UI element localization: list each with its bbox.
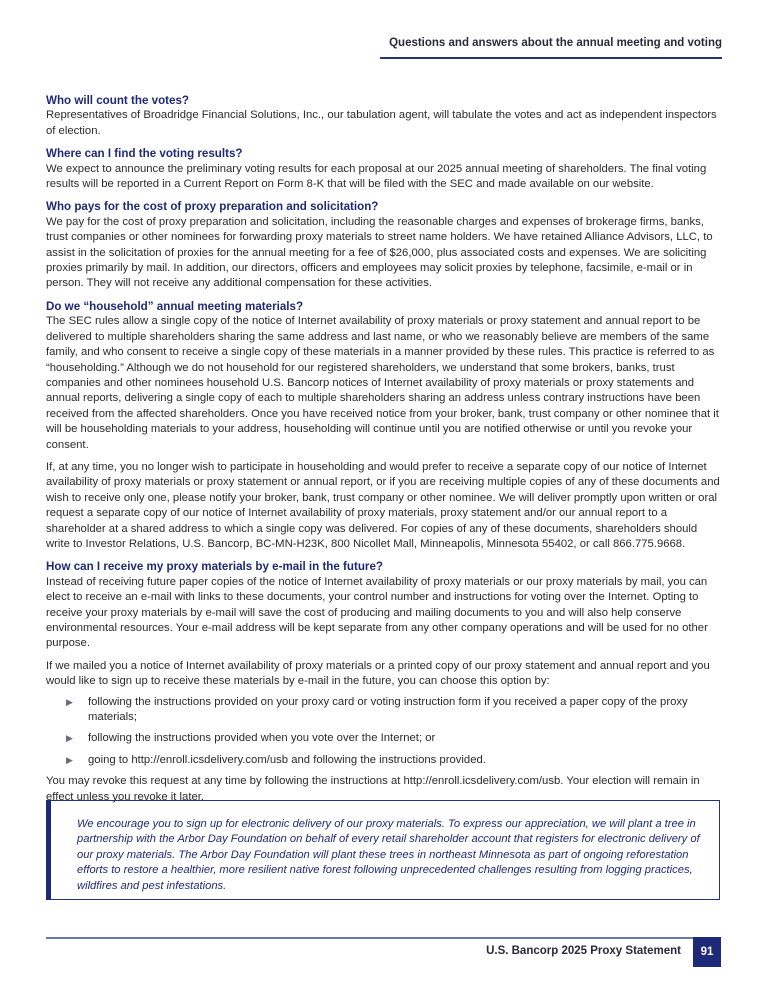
section-count-votes [46, 93, 722, 139]
list-item [66, 731, 722, 746]
footer-title: U.S. Bancorp 2025 Proxy Statement [486, 945, 681, 957]
section-voting-results [46, 146, 722, 192]
answer-paragraph: If, at any time, you no longer wish to participate in householding and would prefer to receive a separate copy of our notice of Internet availability of proxy materials or proxy statement or annual report, or if you are receiving multiple copies of any of these documents and wish to receive only one, please notify your broker, bank, trust company or other nominee. We will deliver promptly upon written or oral request a separate copy of our notice of Internet availability of proxy materials, proxy statement and/or our annual report to a shareholder at a shared address to which a single copy was delivered. For copies of any of these documents, shareholders should write to Investor Relations, U.S. Bancorp, BC-MN-H23K, 800 Nicollet Mall, Minneapolis, Minnesota 55402, or call 866.775.9668. [46, 460, 720, 550]
triangle-right-icon: ▶ [66, 733, 73, 744]
answer-paragraph: We expect to announce the preliminary voting results for each proposal at our 2025 annual meeting of shareholders. The final voting results will be reported in a Current Report on Form 8-K that will be filed with the SEC and made available on our website. [46, 162, 707, 191]
section-proxy-cost [46, 199, 722, 291]
page-content [46, 93, 722, 812]
closing-paragraph: You may revoke this request at any time by following the instructions at http://enroll.icsdelivery.com/usb. Your election will remain in effect unless you revoke it later. [46, 775, 700, 803]
answer-paragraph: If we mailed you a notice of Internet availability of proxy materials or a printed copy of our proxy statement and annual report and you would like to sign up to receive these materials by e-mail in the future, you can choose this option by: [46, 659, 710, 688]
section-householding [46, 299, 722, 553]
question-heading: Who will count the votes? [46, 94, 189, 107]
question-heading: How can I receive my proxy materials by e-mail in the future? [46, 560, 383, 574]
footer-divider [46, 937, 693, 939]
triangle-right-icon: ▶ [66, 754, 73, 765]
list-item [66, 695, 722, 726]
section-email-delivery [46, 559, 722, 805]
page-header [0, 0, 768, 60]
list-item-text: following the instructions provided on your proxy card or voting instruction form if you received a paper copy of the proxy materials; [88, 695, 688, 724]
question-heading: Who pays for the cost of proxy preparation and solicitation? [46, 200, 379, 214]
question-heading: Do we “household” annual meeting materials? [46, 299, 304, 313]
header-title: Questions and answers about the annual meeting and voting [389, 37, 722, 49]
answer-paragraph: The SEC rules allow a single copy of the notice of Internet availability of proxy materials or proxy statement and annual report to be delivered to multiple shareholders sharing the same address and last name, or who we reasonably believe are members of the same family, and who consent to receive a single copy of these materials in a manner provided by these rules. This practice is referred to as “householding.” Although we do not household for our registered shareholders, we understand that some brokers, banks, trust companies and other nominees household U.S. Bancorp notices of Internet availability of proxy materials or proxy statements and annual reports, delivering a single copy of each to multiple shareholders sharing an address unless contrary instructions have been received from the affected shareholders. Once you have received notice from your broker, bank, trust company or other nominee that it will be householding materials to your address, householding will continue until you are notified otherwise or until you revoke your consent. [46, 315, 719, 451]
callout-text: We encourage you to sign up for electronic delivery of our proxy materials. To express our appreciation, we will plant a tree in partnership with the Arbor Day Foundation on behalf of every retail shareholder account that registers for electronic delivery of our proxy materials. The Arbor Day Foundation will plant these trees in northeast Minnesota as part of ongoing reforestation efforts to restore a healthier, more resilient native forest following unprecedented challenges resulting from logging practices, wildfires and pest infestations. [77, 818, 700, 892]
list-item-text: following the instructions provided when you vote over the Internet; or [88, 732, 436, 745]
list-item-text: going to http://enroll.icsdelivery.com/usb and following the instructions provided. [88, 753, 486, 766]
list-item [66, 753, 722, 768]
page-number: 91 [700, 946, 714, 958]
answer-paragraph: We pay for the cost of proxy preparation and solicitation, including the reasonable charges and expenses of brokerage firms, banks, trust companies or other nominees for forwarding proxy materials to street name holders. We have retained Alliance Advisors, LLC, to assist in the solicitation of proxies for the annual meeting for a fee of $26,000, plus associated costs and expenses. We are soliciting proxies primarily by mail. In addition, our directors, officers and employees may solicit proxies by telephone, facsimile, e-mail or in person. They will not receive any additional compensation for these activities. [46, 215, 713, 290]
page-number-badge [693, 937, 721, 967]
answer-paragraph: Instead of receiving future paper copies of the notice of Internet availability of proxy materials or our proxy materials by mail, you can elect to receive an e-mail with links to these documents, your control number and instructions for voting over the Internet. Opting to receive your proxy materials by e-mail will save the cost of producing and mailing documents to you and will also help conserve environmental resources. Your e-mail address will be kept separate from any other company operations and will be used for no other purpose. [46, 575, 708, 650]
arbor-day-callout-box [46, 800, 720, 900]
header-divider [380, 57, 722, 59]
option-list [46, 695, 722, 769]
question-heading: Where can I find the voting results? [46, 147, 243, 161]
triangle-right-icon: ▶ [66, 696, 73, 707]
answer-paragraph: Representatives of Broadridge Financial Solutions, Inc., our tabulation agent, will tabulate the votes and act as independent inspectors of election. [46, 109, 717, 137]
